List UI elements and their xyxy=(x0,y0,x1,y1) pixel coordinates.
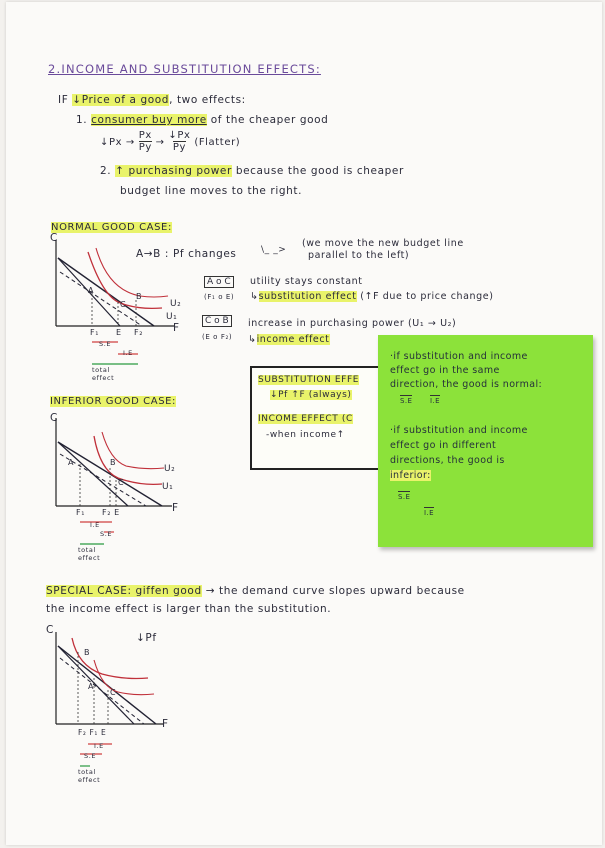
giffen-pt-b: B xyxy=(84,648,91,657)
frame-pf-line: ↓Pf ↑F (always) xyxy=(270,390,352,400)
income-effect-highlight: income effect xyxy=(256,334,330,345)
frame-when: -when income↑ xyxy=(266,430,345,440)
formula-den2: Py xyxy=(172,142,187,153)
normal-pt-b: B xyxy=(136,292,143,301)
sticky-ie2: I.E xyxy=(424,509,434,517)
inferior-axis-c: C xyxy=(50,412,58,424)
box-cob-sub: (E o F₂) xyxy=(202,333,233,341)
item1-line xyxy=(76,114,328,126)
utility-constant: utility stays constant xyxy=(250,276,363,287)
item2-rest: because the good is cheaper xyxy=(235,165,404,177)
giffen-pt-c: C xyxy=(110,688,117,697)
giffen-heading xyxy=(46,585,465,597)
normal-se: S.E xyxy=(99,340,112,348)
sticky-line3: direction, the good is normal: xyxy=(390,379,543,390)
giffen-graph xyxy=(44,630,184,730)
normal-heading: NORMAL GOOD CASE: xyxy=(51,222,172,233)
item1-rest: of the cheaper good xyxy=(210,114,329,126)
inferior-pt-b: B xyxy=(110,458,117,467)
formula-den: Py xyxy=(138,142,152,153)
sticky-ie1: I.E xyxy=(430,397,440,405)
giffen-f-labels: F₂ F₁ E xyxy=(78,728,107,737)
inferior-pt-c: C xyxy=(118,478,125,487)
giffen-axis-f: F xyxy=(162,718,169,730)
if-label: IF xyxy=(58,94,69,106)
intro-line xyxy=(58,94,246,106)
frame-income: INCOME EFFECT (C xyxy=(258,414,353,424)
giffen-ie: I.E xyxy=(94,742,104,750)
sticky-line2: effect go in the same xyxy=(390,365,500,376)
normal-f2: F₂ xyxy=(134,328,144,337)
giffen-axis-c: C xyxy=(46,624,54,636)
box-aoc: A o C xyxy=(204,276,234,288)
giffen-pt-a: A xyxy=(88,682,95,691)
giffen-se: S.E xyxy=(84,752,97,760)
inferior-ie: I.E xyxy=(90,521,100,529)
inferior-se: S.E xyxy=(100,530,113,538)
sticky-se1: S.E xyxy=(400,397,413,405)
normal-axis-f: F xyxy=(173,322,180,334)
giffen-heading-highlight: SPECIAL CASE: giffen good xyxy=(46,585,202,597)
normal-u1: U₁ xyxy=(166,312,178,322)
price-drop-highlight: ↓Price of a good xyxy=(72,94,170,106)
giffen-pf: ↓Pf xyxy=(136,632,157,644)
item1-highlight: consumer buy more xyxy=(91,114,207,126)
inferior-pt-a: A xyxy=(68,458,75,467)
inferior-f1: F₁ xyxy=(76,508,86,517)
item1-formula: ↓Px → $\frac{Px}{Py} \to \frac{↓Px}{Py}$ (Flatter) xyxy=(100,130,241,153)
normal-a-to-b: A→B : Pf changes xyxy=(136,248,237,260)
inferior-f2e: F₂ E xyxy=(102,508,120,517)
notebook-page xyxy=(6,2,602,845)
box-cob: C o B xyxy=(202,315,232,327)
sticky-se2: S.E xyxy=(398,493,411,501)
flatter-note: (Flatter) xyxy=(194,137,241,148)
giffen-heading-rest: → the demand curve slopes upward because xyxy=(205,585,465,597)
normal-f1: F₁ xyxy=(90,328,100,337)
move-note-1: (we move the new budget line xyxy=(302,238,464,249)
subst-effect-line: ↳substitution effect (↑F due to price change) xyxy=(250,291,494,302)
normal-u2: U₂ xyxy=(170,299,182,309)
sticky-line1: ·if substitution and income xyxy=(390,351,528,362)
page-title: 2.INCOME AND SUBSTITUTION EFFECTS: xyxy=(48,62,321,76)
normal-e: E xyxy=(116,328,122,337)
inferior-u2: U₂ xyxy=(164,464,176,474)
item2-number: 2. xyxy=(100,165,112,177)
two-effects-text: , two effects: xyxy=(169,94,246,106)
subst-note: (↑F due to price change) xyxy=(360,291,494,302)
income-effect-line: ↳income effect xyxy=(248,334,330,345)
move-note-2: parallel to the left) xyxy=(308,250,410,261)
increase-pp: increase in purchasing power (U₁ → U₂) xyxy=(248,318,457,329)
formula-left: ↓Px xyxy=(100,137,123,148)
sticky-line4: ·if substitution and income xyxy=(390,425,528,436)
giffen-total-effect: total effect xyxy=(78,768,101,784)
inferior-heading: INFERIOR GOOD CASE: xyxy=(50,396,177,407)
item2-line2: budget line moves to the right. xyxy=(120,185,303,197)
inferior-axis-f: F xyxy=(172,502,179,514)
normal-ie: I.E xyxy=(123,349,133,357)
sticky-line5: effect go in different xyxy=(390,440,497,451)
normal-pt-a: A xyxy=(88,286,95,295)
move-arrows: \_ _> xyxy=(261,245,287,255)
normal-total-effect: total effect xyxy=(92,366,115,382)
normal-pt-c: C xyxy=(120,300,127,309)
inferior-total-effect: total effect xyxy=(78,546,101,562)
effects-summary-box xyxy=(250,366,386,470)
formula-num2: ↓Px xyxy=(168,130,191,141)
normal-axis-c: C xyxy=(50,232,58,244)
subst-effect-highlight: substitution effect xyxy=(258,291,357,302)
frame-subst: SUBSTITUTION EFFE xyxy=(258,375,360,385)
sticky-line7: inferior: xyxy=(390,470,431,481)
sticky-line6: directions, the good is xyxy=(390,455,505,466)
giffen-line2: the income effect is larger than the substitution. xyxy=(46,603,332,615)
item2-highlight: ↑ purchasing power xyxy=(115,165,232,177)
item2-line xyxy=(100,165,404,177)
formula-num: Px xyxy=(138,130,152,141)
sticky-note xyxy=(378,335,593,547)
inferior-u1: U₁ xyxy=(162,482,174,492)
item1-number: 1. xyxy=(76,114,88,126)
box-aoc-sub: (F₁ o E) xyxy=(204,293,235,301)
